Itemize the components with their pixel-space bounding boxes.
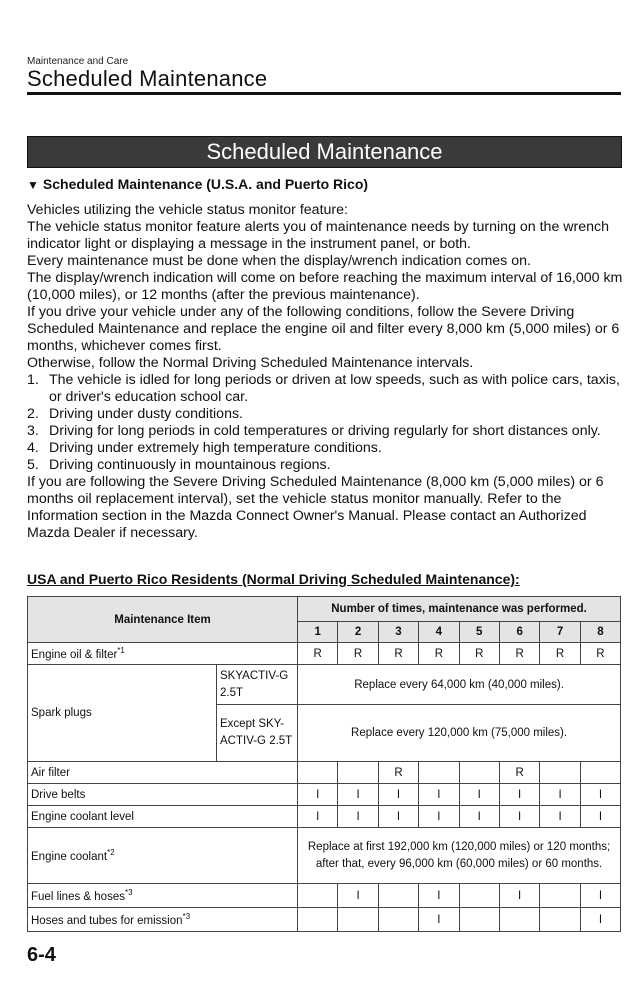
table-cell: R: [499, 762, 539, 784]
table-cell: I: [419, 884, 459, 908]
list-number: 2.: [27, 406, 39, 422]
row-label: Engine oil & filter$^{*1}$: [28, 643, 298, 665]
list-item: [27, 457, 623, 474]
sub-label: Except SKY-ACTIV-G 2.5T: [217, 705, 298, 762]
header-maintenance-item: Maintenance Item: [28, 597, 298, 643]
table-row: [28, 784, 621, 806]
table-cell: [580, 762, 620, 784]
list-number: 4.: [27, 440, 39, 456]
row-label: Hoses and tubes for emission$^{*3}$: [28, 908, 298, 932]
table-cell: I: [580, 784, 620, 806]
table-cell: [540, 762, 580, 784]
row-label: Engine coolant$^{*2}$: [28, 828, 298, 884]
table-cell: R: [540, 643, 580, 665]
list-number: 3.: [27, 423, 39, 439]
table-cell: I: [580, 884, 620, 908]
table-cell: [459, 884, 499, 908]
table-row: [28, 665, 621, 705]
table-cell: [298, 908, 338, 932]
table-cell: [499, 908, 539, 932]
table-cell: R: [338, 643, 378, 665]
list-item: [27, 423, 623, 440]
list-text: The vehicle is idled for long periods or driven at low speeds, such as with police cars, taxis, or driver's education school car.: [49, 372, 620, 405]
header-number: 4: [419, 622, 459, 643]
table-cell: I: [378, 806, 418, 828]
table-cell: I: [459, 784, 499, 806]
table-cell: [459, 762, 499, 784]
list-text: Driving continuously in mountainous regions.: [49, 457, 331, 473]
row-label: Spark plugs: [28, 665, 217, 762]
header-number: 1: [298, 622, 338, 643]
header-number: 8: [580, 622, 620, 643]
header-number-of-times: Number of times, maintenance was performed.: [298, 597, 621, 622]
section-banner: Scheduled Maintenance: [27, 136, 622, 168]
table-cell: R: [298, 643, 338, 665]
body-text: [27, 202, 623, 542]
triangle-down-icon: ▼: [27, 178, 39, 192]
list-number: 1.: [27, 372, 39, 388]
table-cell: R: [459, 643, 499, 665]
table-row: [28, 643, 621, 665]
maintenance-table: [27, 596, 621, 932]
table-header-row: [28, 597, 621, 622]
table-cell: I: [298, 806, 338, 828]
table-cell: I: [499, 806, 539, 828]
table-row: [28, 806, 621, 828]
row-label: Fuel lines & hoses$^{*3}$: [28, 884, 298, 908]
table-cell: I: [419, 784, 459, 806]
table-cell: I: [338, 784, 378, 806]
paragraph: Vehicles utilizing the vehicle status monitor feature:: [27, 202, 348, 218]
table-cell: R: [378, 762, 418, 784]
table-cell: R: [378, 643, 418, 665]
paragraph: If you are following the Severe Driving Scheduled Maintenance (8,000 km (5,000 miles) or 6 months oil replacement interval), set the vehicle status monitor manually. Refer to the Information section in the Mazda Connect Owner's Manual. Please contact an Authorized Mazda Dealer if necessary.: [27, 474, 604, 541]
table-cell: I: [298, 784, 338, 806]
section-label: Maintenance and Care: [27, 56, 129, 67]
paragraph: Otherwise, follow the Normal Driving Scheduled Maintenance intervals.: [27, 355, 474, 371]
paragraph: The display/wrench indication will come on before reaching the maximum interval of 16,000 km (10,000 miles), or 12 months (after the previous maintenance).: [27, 270, 623, 303]
table-row: [28, 908, 621, 932]
table-cell: R: [499, 643, 539, 665]
table-cell: Replace every 64,000 km (40,000 miles).: [298, 665, 621, 705]
table-cell: [338, 908, 378, 932]
table-cell: Replace at first 192,000 km (120,000 miles) or 120 months; after that, every 96,000 km (60,000 miles) or 60 months.: [298, 828, 621, 884]
table-cell: I: [338, 806, 378, 828]
list-number: 5.: [27, 457, 39, 473]
page-number: 6-4: [27, 944, 56, 966]
list-text: Driving under dusty conditions.: [49, 406, 243, 422]
table-cell: I: [419, 806, 459, 828]
table-cell: I: [580, 908, 620, 932]
table-cell: I: [499, 784, 539, 806]
list-item: [27, 440, 623, 457]
paragraph: The vehicle status monitor feature alerts you of maintenance needs by turning on the wrench indicator light or displaying a message in the instrument panel, or both.: [27, 219, 610, 252]
header-number: 2: [338, 622, 378, 643]
table-cell: [419, 762, 459, 784]
table-row: [28, 762, 621, 784]
table-row: [28, 828, 621, 884]
table-cell: I: [540, 806, 580, 828]
header-number: 5: [459, 622, 499, 643]
chapter-divider: [27, 92, 621, 95]
paragraph: Every maintenance must be done when the display/wrench indication comes on.: [27, 253, 531, 269]
table-cell: R: [580, 643, 620, 665]
table-cell: I: [419, 908, 459, 932]
table-cell: R: [419, 643, 459, 665]
row-label: Air filter: [28, 762, 298, 784]
row-label: Drive belts: [28, 784, 298, 806]
table-cell: [378, 908, 418, 932]
table-cell: I: [378, 784, 418, 806]
table-cell: [459, 908, 499, 932]
list-item: [27, 406, 623, 423]
table-cell: Replace every 120,000 km (75,000 miles).: [298, 705, 621, 762]
table-cell: [540, 908, 580, 932]
table-cell: [338, 762, 378, 784]
list-item: [27, 372, 623, 406]
table-row: [28, 884, 621, 908]
list-text: Driving for long periods in cold temperatures or driving regularly for short distances only.: [49, 423, 601, 439]
row-label: Engine coolant level: [28, 806, 298, 828]
header-number: 7: [540, 622, 580, 643]
paragraph: If you drive your vehicle under any of the following conditions, follow the Severe Driving Scheduled Maintenance and replace the engine oil and filter every 8,000 km (5,000 miles) or 6 months, whichever comes first.: [27, 304, 620, 354]
table-cell: I: [459, 806, 499, 828]
list-text: Driving under extremely high temperature conditions.: [49, 440, 382, 456]
table-cell: [298, 762, 338, 784]
table-cell: I: [338, 884, 378, 908]
table-cell: [378, 884, 418, 908]
subheading: [27, 176, 368, 192]
table-heading: USA and Puerto Rico Residents (Normal Driving Scheduled Maintenance):: [27, 571, 520, 587]
chapter-title: Scheduled Maintenance: [27, 66, 268, 91]
table-cell: [540, 884, 580, 908]
table-cell: [298, 884, 338, 908]
subheading-text: Scheduled Maintenance (U.S.A. and Puerto Rico): [42, 176, 369, 192]
header-number: 3: [378, 622, 418, 643]
table-cell: I: [499, 884, 539, 908]
table-cell: I: [580, 806, 620, 828]
table-cell: I: [540, 784, 580, 806]
header-number: 6: [499, 622, 539, 643]
sub-label: SKYACTIV-G 2.5T: [217, 665, 298, 705]
